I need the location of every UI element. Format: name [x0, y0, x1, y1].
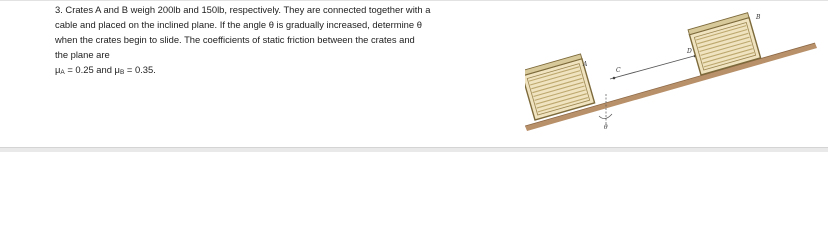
- bottom-border: [0, 148, 828, 152]
- label-a: A: [583, 61, 588, 68]
- problem-line-3: when the crates begin to slide. The coefficients of static friction between the crates and: [55, 34, 415, 45]
- label-c: C: [616, 67, 621, 74]
- mu-b-subscript: B: [119, 69, 125, 76]
- label-d: D: [687, 48, 692, 55]
- problem-line-1: 3. Crates A and B weigh 200lb and 150lb, respectively. They are connected together with a: [55, 4, 431, 15]
- connecting-cable: [610, 56, 694, 79]
- mu-a-subscript: A: [60, 69, 65, 76]
- inclined-plane-figure: [525, 0, 820, 152]
- angle-arc: [599, 114, 612, 119]
- friction-coefficients: [55, 62, 525, 77]
- label-theta: θ: [604, 124, 608, 131]
- mu-a-value: = 0.25 and: [64, 64, 115, 75]
- pin-c: [613, 77, 616, 80]
- mu-b-symbol: μ: [114, 64, 120, 75]
- mu-b-value: = 0.35.: [124, 64, 156, 75]
- problem-line-2: cable and placed on the inclined plane. If the angle θ is gradually increased, determine θ: [55, 19, 422, 30]
- label-b: B: [756, 14, 761, 21]
- mu-a-symbol: μ: [55, 64, 61, 75]
- problem-statement: [55, 2, 525, 77]
- problem-line-4: the plane are: [55, 49, 110, 60]
